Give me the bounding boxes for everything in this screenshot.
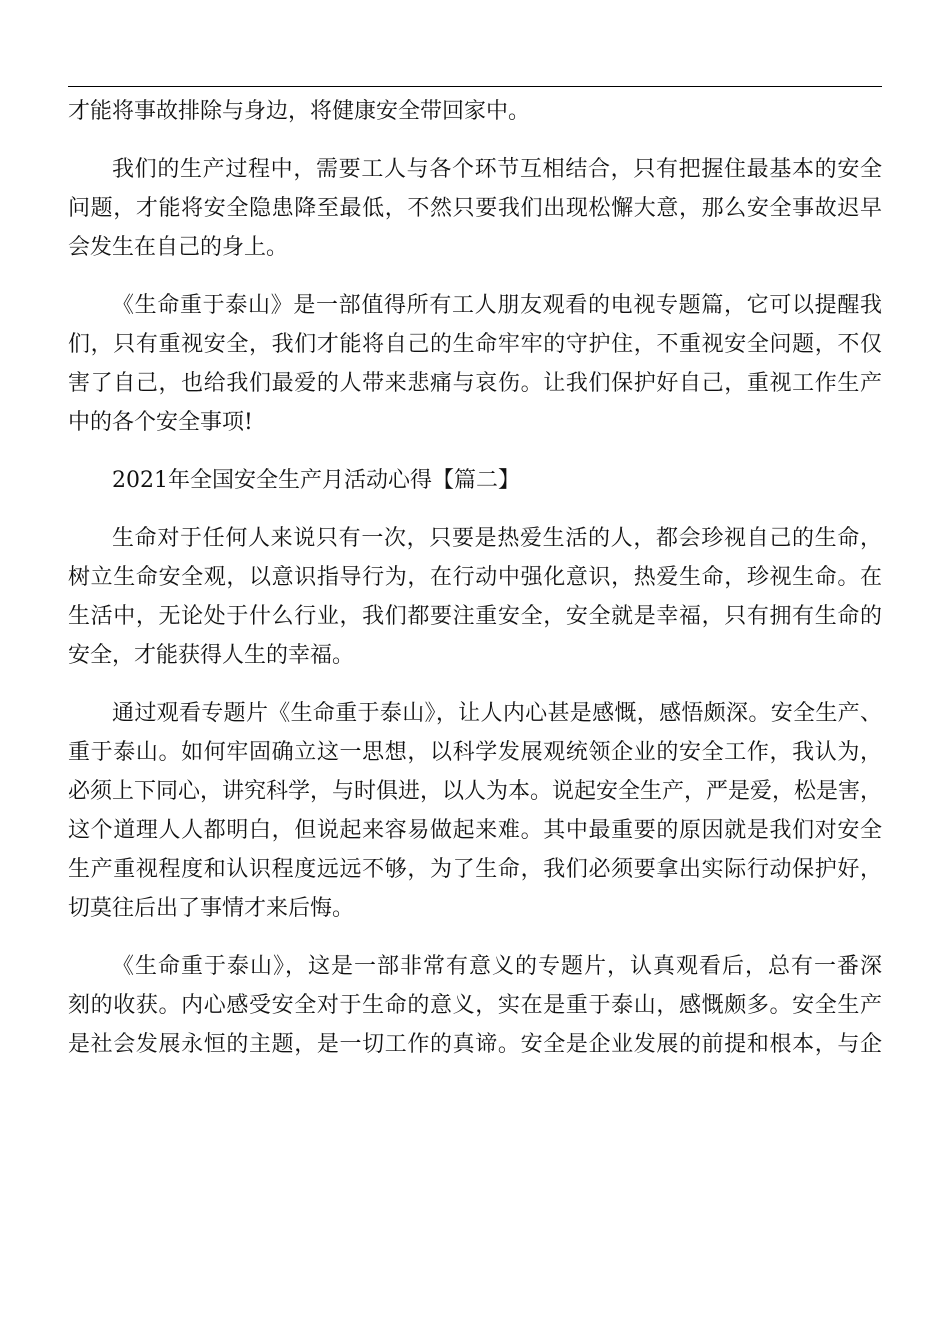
text-line: 会发生在自己的身上。 — [68, 235, 289, 260]
text-line: 害了自己，也给我们最爱的人带来悲痛与哀伤。让我们保护好自己，重视工作生产 — [68, 371, 882, 396]
text-line: 是社会发展永恒的主题，是一切工作的真谛。安全是企业发展的前提和根本，与企 — [68, 1032, 882, 1057]
header-rule — [68, 86, 882, 87]
section-heading — [68, 461, 882, 500]
text-line: 这个道理人人都明白，但说起来容易做起来难。其中最重要的原因就是我们对安全 — [68, 818, 882, 843]
text-line: 安全，才能获得人生的幸福。 — [68, 643, 355, 668]
text-line: 《生命重于泰山》，这是一部非常有意义的专题片，认真观看后，总有一番深 — [112, 954, 882, 979]
text-line: 才能将事故排除与身边，将健康安全带回家中。 — [68, 99, 531, 124]
text-line: 通过观看专题片《生命重于泰山》，让人内心甚是感慨，感悟颇深。安全生产、 — [112, 701, 882, 726]
section-heading-text: 2021年全国安全生产月活动心得【篇二】 — [112, 468, 520, 493]
text-line: 中的各个安全事项! — [68, 410, 253, 435]
paragraph-2 — [68, 150, 882, 267]
paragraph-6 — [68, 694, 882, 928]
paragraph-7 — [68, 947, 882, 1064]
paragraph-1 — [68, 92, 882, 131]
text-line: 问题，才能将安全隐患降至最低，不然只要我们出现松懈大意，那么安全事故迟早 — [68, 196, 882, 221]
text-line: 树立生命安全观，以意识指导行为，在行动中强化意识，热爱生命，珍视生命。在 — [68, 565, 882, 590]
text-line: 重于泰山。如何牢固确立这一思想，以科学发展观统领企业的安全工作，我认为， — [68, 740, 882, 765]
document-body — [68, 92, 882, 1083]
text-line: 必须上下同心，讲究科学，与时俱进，以人为本。说起安全生产，严是爱，松是害， — [68, 779, 883, 804]
text-line: 生命对于任何人来说只有一次，只要是热爱生活的人，都会珍视自己的生命， — [112, 526, 882, 551]
text-line: 生产重视程度和认识程度远远不够，为了生命，我们必须要拿出实际行动保护好， — [68, 857, 882, 882]
text-line: 刻的收获。内心感受安全对于生命的意义，实在是重于泰山，感慨颇多。安全生产 — [68, 993, 882, 1018]
paragraph-3 — [68, 286, 882, 442]
paragraph-5 — [68, 519, 882, 675]
text-line: 切莫往后出了事情才来后悔。 — [68, 896, 355, 921]
text-line: 我们的生产过程中，需要工人与各个环节互相结合，只有把握住最基本的安全 — [112, 157, 882, 182]
text-line: 们，只有重视安全，我们才能将自己的生命牢牢的守护住，不重视安全问题，不仅 — [68, 332, 882, 357]
text-line: 生活中，无论处于什么行业，我们都要注重安全，安全就是幸福，只有拥有生命的 — [68, 604, 882, 629]
text-line: 《生命重于泰山》是一部值得所有工人朋友观看的电视专题篇，它可以提醒我 — [112, 293, 882, 318]
